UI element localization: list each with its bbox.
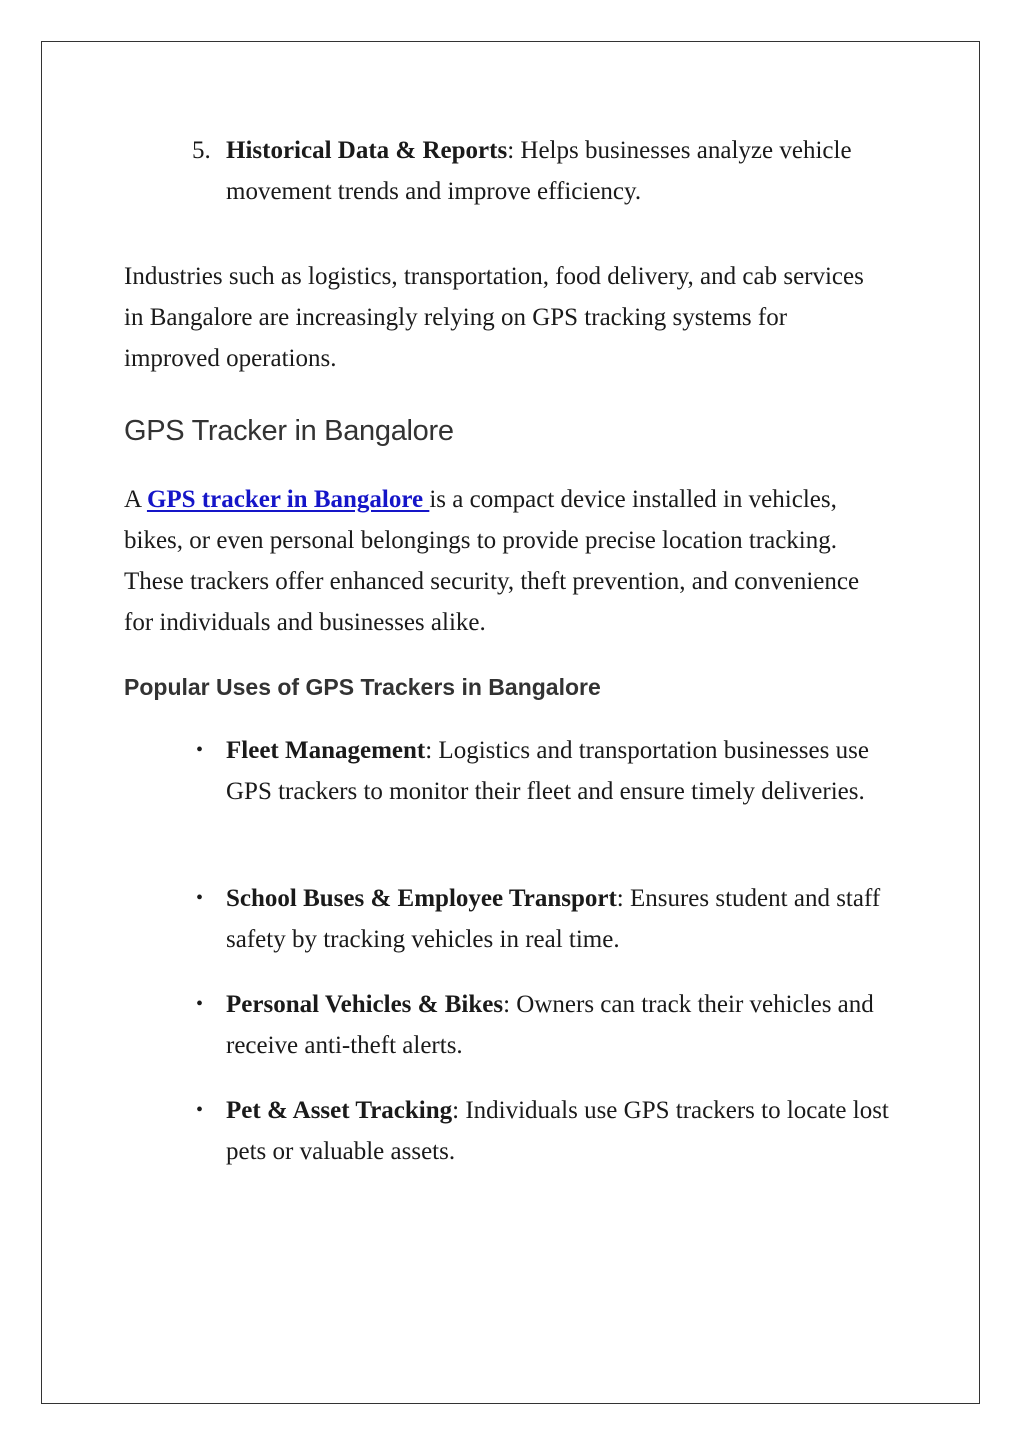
list-number: 5. [192,137,211,164]
gps-tracker-link[interactable]: GPS tracker in Bangalore [146,486,430,513]
list-item [196,984,906,1066]
bullet-title: Fleet Management [226,737,426,764]
bullet-text: : Logistics and transportation businesses use GPS trackers to monitor their fleet and ensure timely deliveries. [226,737,869,805]
item-title: Historical Data & Reports [226,137,508,164]
intro-prefix: A [124,486,147,513]
section-heading: GPS Tracker in Bangalore [124,415,454,447]
intro-suffix: is a compact device installed in vehicles, bikes, or even personal belongings to provide precise location tracking. These trackers offer enhanced security, theft prevention, and convenience for individuals and businesses alike. [124,486,860,636]
numbered-list-item [192,130,886,212]
item-text: Helps businesses analyze vehicle movement trends and improve efficiency. [226,137,852,205]
list-item [196,1090,906,1172]
bullet-text: : Individuals use GPS trackers to locate lost pets or valuable assets. [226,1097,889,1165]
page-frame [41,41,980,1404]
item-separator: : [507,137,515,164]
bullet-text: : Ensures student and staff safety by tracking vehicles in real time. [226,885,881,953]
bullet-icon: • [196,739,204,761]
bullet-title: Pet & Asset Tracking [226,1097,453,1124]
bullet-icon: • [196,1099,204,1121]
bullet-icon: • [196,887,204,909]
intro-paragraph [124,479,884,643]
industries-paragraph: Industries such as logistics, transportation, food delivery, and cab services in Bangalore are increasingly relying on GPS tracking systems for improved operations. [124,263,864,372]
bullet-title: School Buses & Employee Transport [226,885,617,912]
bullet-title: Personal Vehicles & Bikes [226,991,504,1018]
list-item [196,730,906,812]
list-item [196,878,906,960]
bullet-icon: • [196,993,204,1015]
bullet-text: : Owners can track their vehicles and receive anti-theft alerts. [226,991,874,1059]
subheading: Popular Uses of GPS Trackers in Bangalore [124,674,601,700]
